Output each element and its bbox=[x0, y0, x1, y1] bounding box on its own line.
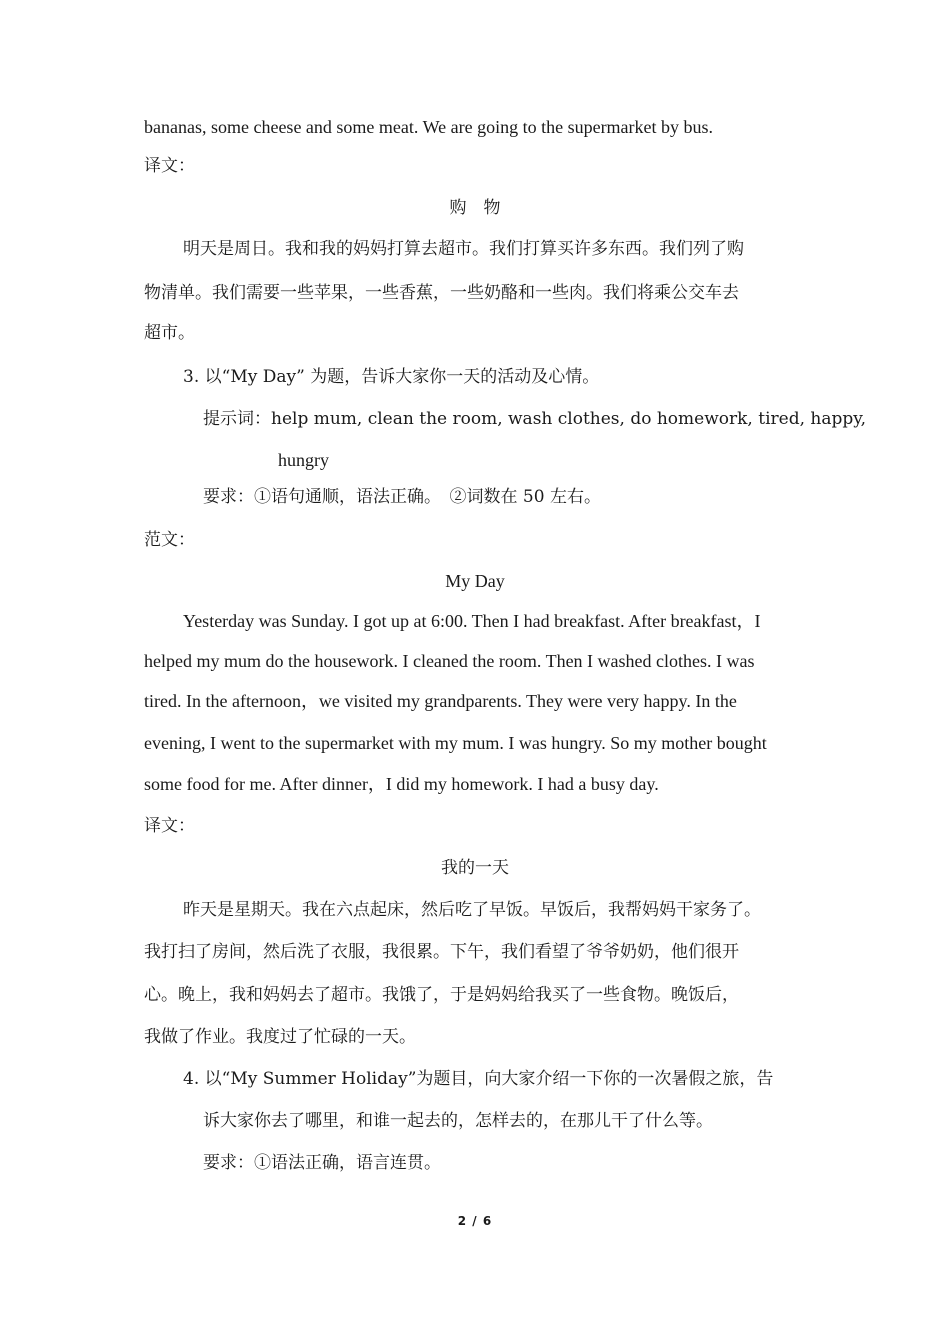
requirements: 要求：①语句通顺，语法正确。 ②词数在 50 左右。 bbox=[203, 487, 601, 507]
hint-words-continued: hungry bbox=[278, 450, 329, 470]
question-4-continued: 诉大家你去了哪里，和谁一起去的，怎样去的，在那儿干了什么等。 bbox=[203, 1111, 713, 1131]
sample-line: some food for me. After dinner，I did my homework. I had a busy day. bbox=[144, 774, 659, 794]
sample-line: tired. In the afternoon，we visited my grandparents. They were very happy. In the bbox=[144, 691, 737, 711]
sample-line: helped my mum do the housework. I cleaned the room. Then I washed clothes. I was bbox=[144, 651, 755, 671]
question-3: 3. 以“My Day” 为题，告诉大家你一天的活动及心情。 bbox=[183, 367, 600, 387]
translation-title: 我的一天 bbox=[441, 858, 509, 878]
translation-line: 明天是周日。我和我的妈妈打算去超市。我们打算买许多东西。我们列了购 bbox=[183, 239, 744, 259]
sample-line: evening, I went to the supermarket with my mum. I was hungry. So my mother bought bbox=[144, 733, 767, 753]
sample-title: My Day bbox=[445, 571, 505, 591]
sample-label: 范文： bbox=[144, 530, 195, 550]
passage-line: bananas, some cheese and some meat. We are going to the supermarket by bus. bbox=[144, 117, 714, 137]
question-4: 4. 以“My Summer Holiday”为题目，向大家介绍一下你的一次暑假之旅，告 bbox=[183, 1069, 774, 1089]
translation-label: 译文： bbox=[144, 816, 195, 836]
page-number: 2 / 6 bbox=[457, 1214, 493, 1228]
translation-line: 物清单。我们需要一些苹果，一些香蕉，一些奶酪和一些肉。我们将乘公交车去 bbox=[144, 283, 739, 303]
translation-line: 心。晚上，我和妈妈去了超市。我饿了，于是妈妈给我买了一些食物。晚饭后， bbox=[144, 985, 739, 1005]
sample-line: Yesterday was Sunday. I got up at 6:00. Then I had breakfast. After breakfast，I bbox=[183, 611, 761, 631]
translation-title: 购 物 bbox=[449, 198, 501, 218]
translation-line: 我做了作业。我度过了忙碌的一天。 bbox=[144, 1027, 416, 1047]
translation-line: 超市。 bbox=[144, 323, 195, 343]
translation-line: 我打扫了房间，然后洗了衣服，我很累。下午，我们看望了爷爷奶奶，他们很开 bbox=[144, 942, 739, 962]
hint-words: 提示词：help mum, clean the room, wash clothes, do homework, tired, happy, bbox=[203, 409, 866, 429]
translation-label: 译文： bbox=[144, 156, 195, 176]
requirements: 要求：①语法正确，语言连贯。 bbox=[203, 1153, 441, 1173]
translation-line: 昨天是星期天。我在六点起床，然后吃了早饭。早饭后，我帮妈妈干家务了。 bbox=[183, 900, 761, 920]
